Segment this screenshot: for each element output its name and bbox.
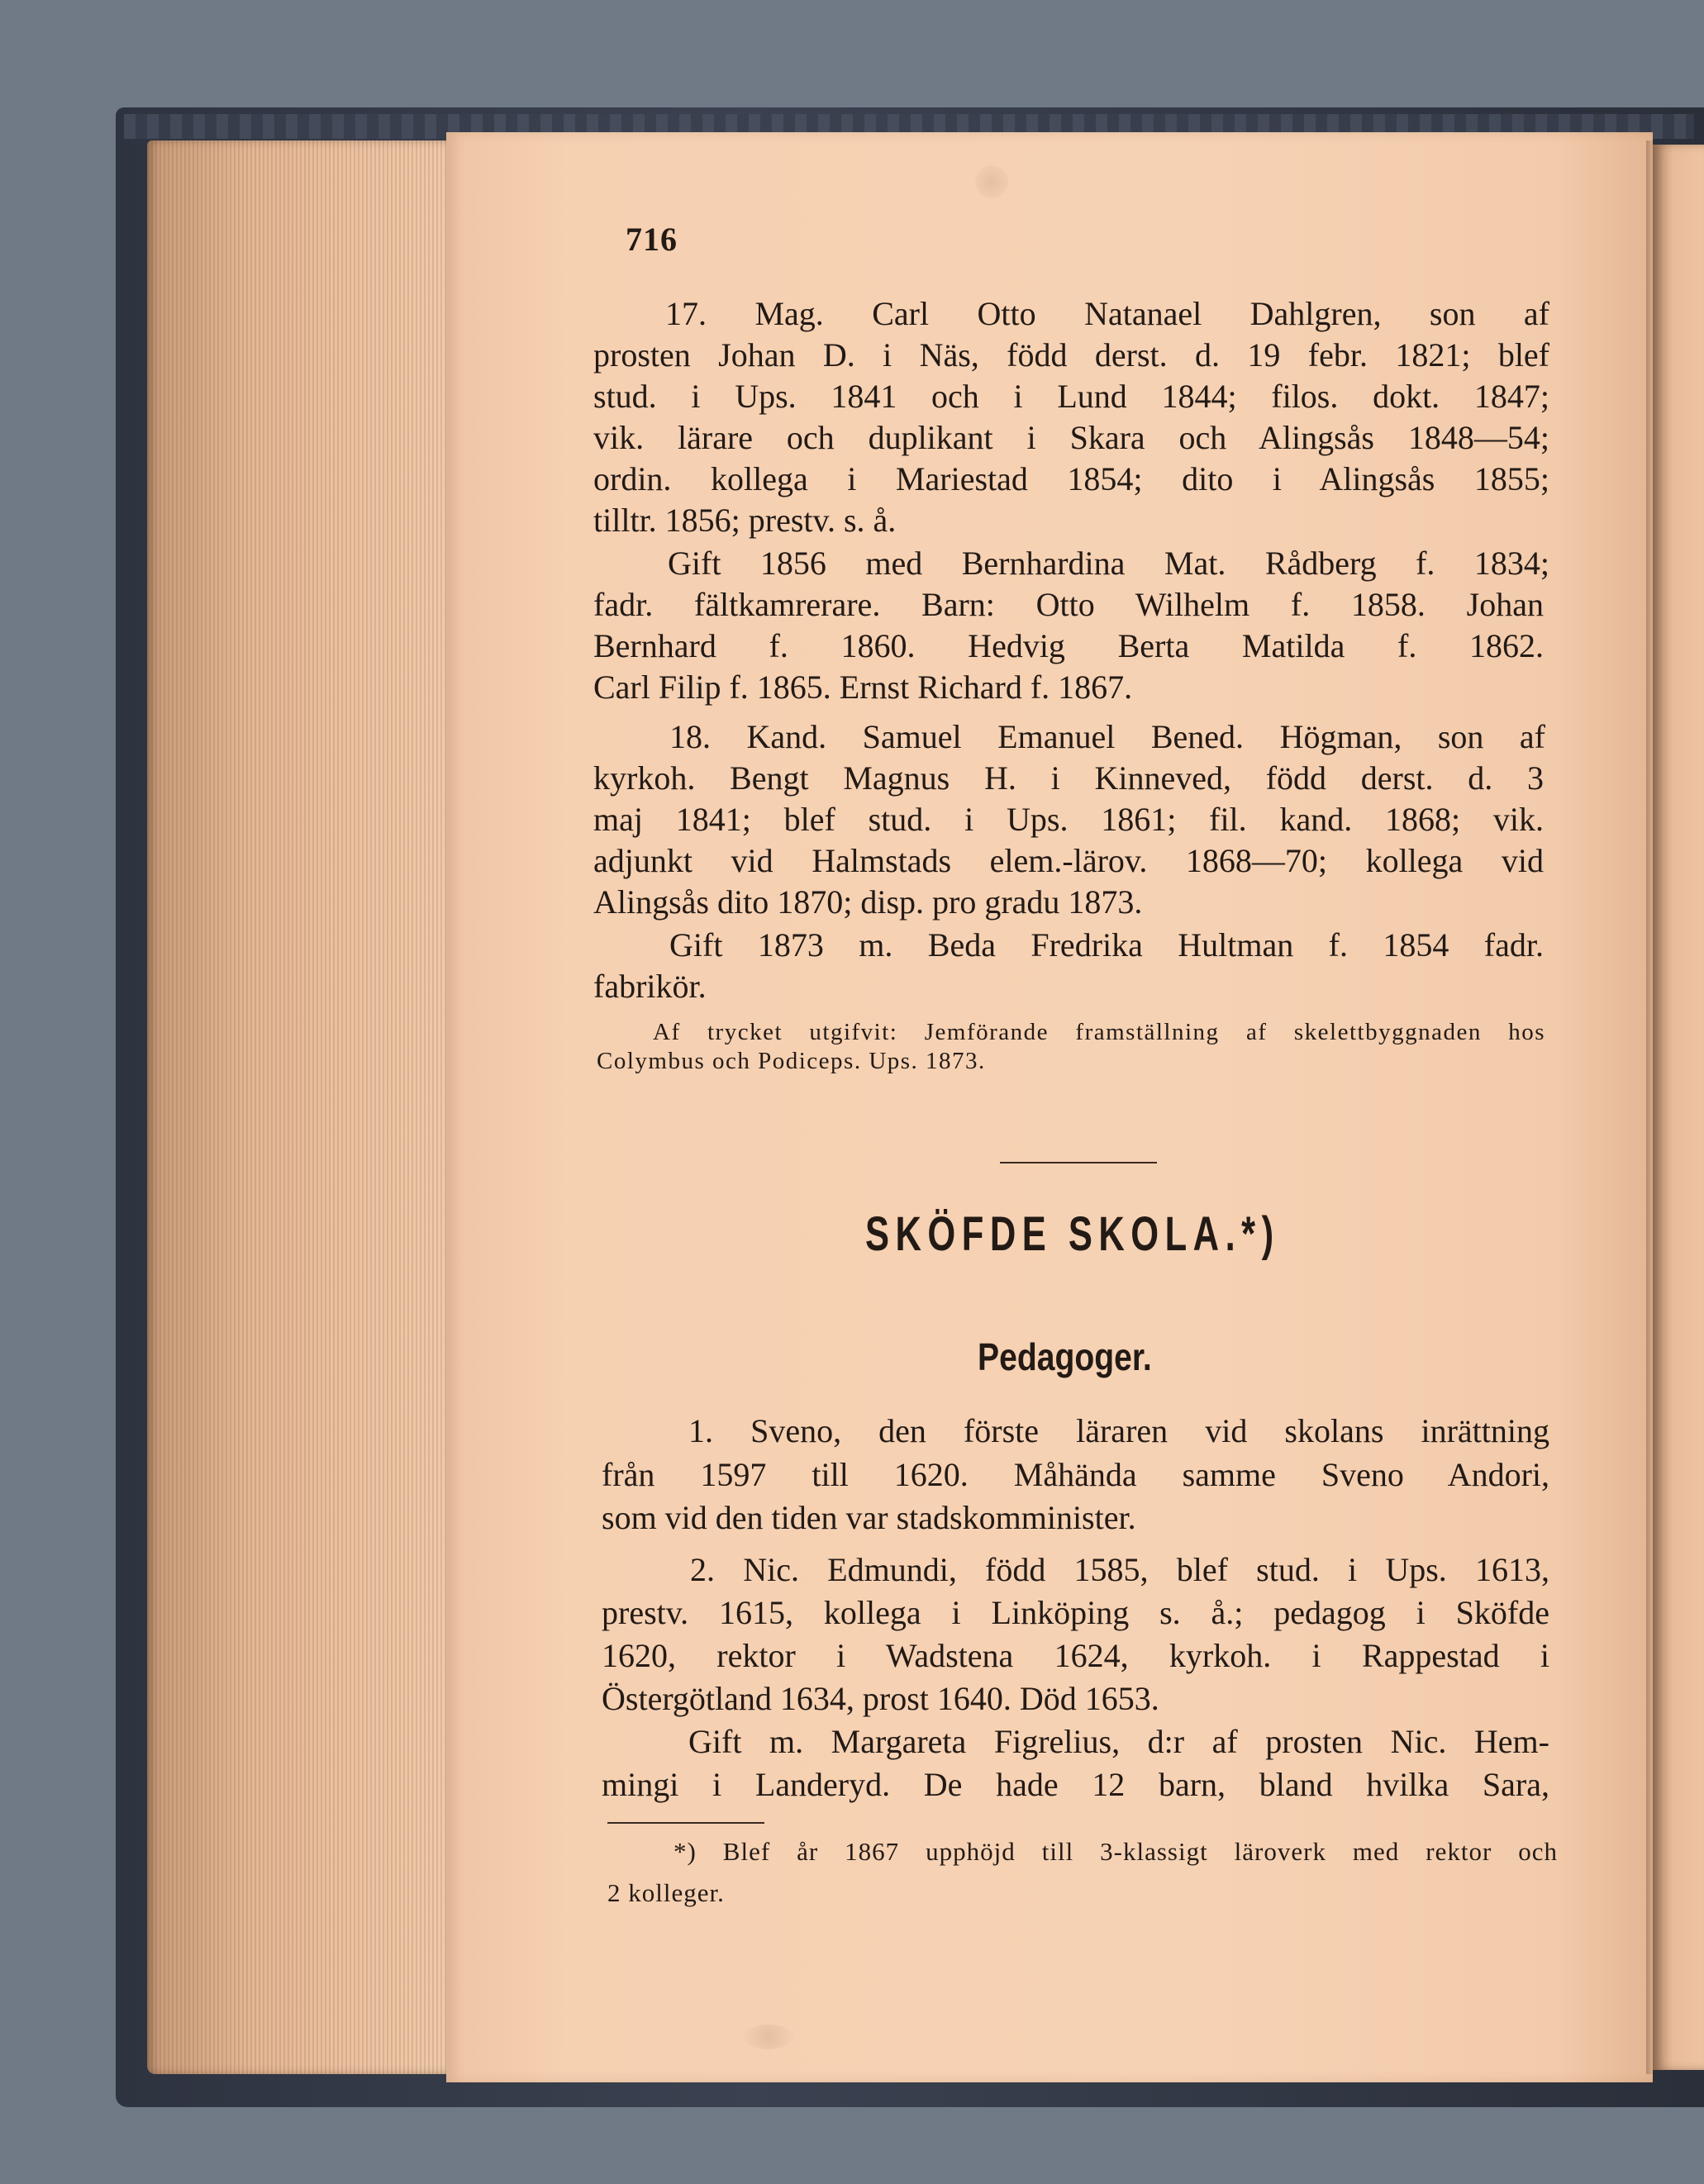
gutter-shadow — [1646, 140, 1654, 2074]
footnote-line: 2 kolleger. — [607, 1878, 725, 1907]
footnote-line: *) Blef år 1867 upphöjd till 3-klassigt läroverk med rektor och — [674, 1837, 1558, 1866]
footnote-rule — [607, 1822, 764, 1824]
entry-18-line: fabrikör. — [593, 968, 707, 1005]
entry-17-line: Gift 1856 med Bernhardina Mat. Rådberg f. 1834; — [668, 545, 1549, 582]
entry-17-line: Carl Filip f. 1865. Ernst Richard f. 1867. — [593, 669, 1133, 706]
facing-page-edge — [1653, 145, 1704, 2070]
entry-17-line: prosten Johan D. i Näs, född derst. d. 19 febr. 1821; blef — [593, 336, 1549, 374]
page-edges-stack — [147, 140, 449, 2074]
entry-18-line: Alingsås dito 1870; disp. pro gradu 1873. — [593, 883, 1143, 921]
pedagog-line: prestv. 1615, kollega i Linköping s. å.; pedagog i Sköfde — [602, 1594, 1549, 1631]
section-divider — [1000, 1162, 1157, 1163]
section-title: SKÖFDE SKOLA.*) — [865, 1207, 1280, 1261]
publication-note: Colymbus och Podiceps. Ups. 1873. — [597, 1048, 986, 1074]
pedagog-line: Östergötland 1634, prost 1640. Död 1653. — [602, 1680, 1159, 1717]
pedagog-line: från 1597 till 1620. Måhända samme Sveno Andori, — [602, 1456, 1549, 1493]
entry-17-line: ordin. kollega i Mariestad 1854; dito i Alingsås 1855; — [593, 460, 1549, 497]
entry-18-line: maj 1841; blef stud. i Ups. 1861; fil. kand. 1868; vik. — [593, 801, 1544, 838]
pedagog-line: 1. Sveno, den förste läraren vid skolans inrättning — [688, 1412, 1549, 1449]
pedagog-line: mingi i Landeryd. De hade 12 barn, bland hvilka Sara, — [602, 1766, 1549, 1803]
publication-note: Af trycket utgifvit: Jemförande framställning af skelettbyggnaden hos — [653, 1019, 1545, 1045]
entry-18-line: Gift 1873 m. Beda Fredrika Hultman f. 1854 fadr. — [669, 926, 1544, 964]
entry-18-line: kyrkoh. Bengt Magnus H. i Kinneved, född derst. d. 3 — [593, 759, 1544, 797]
entry-18-line: 18. Kand. Samuel Emanuel Bened. Högman, son af — [669, 718, 1545, 755]
entry-17-line: fadr. fältkamrerare. Barn: Otto Wilhelm f. 1858. Johan — [593, 586, 1544, 623]
entry-17-line: 17. Mag. Carl Otto Natanael Dahlgren, son af — [665, 295, 1549, 332]
entry-18-line: adjunkt vid Halmstads elem.-lärov. 1868—70; kollega vid — [593, 842, 1544, 879]
entry-17-line: vik. lärare och duplikant i Skara och Alingsås 1848—54; — [593, 419, 1549, 456]
pedagog-line: som vid den tiden var stadskomminister. — [602, 1499, 1136, 1536]
entry-17-line: tilltr. 1856; prestv. s. å. — [593, 502, 897, 539]
pedagog-line: Gift m. Margareta Figrelius, d:r af prosten Nic. Hem- — [688, 1723, 1549, 1760]
entry-17-line: stud. i Ups. 1841 och i Lund 1844; filos. dokt. 1847; — [593, 378, 1549, 415]
entry-17-line: Bernhard f. 1860. Hedvig Berta Matilda f. 1862. — [593, 627, 1544, 664]
subheading: Pedagoger. — [978, 1335, 1152, 1378]
paper-stain — [744, 2025, 793, 2049]
page-number: 716 — [626, 221, 678, 258]
pedagog-line: 1620, rektor i Wadstena 1624, kyrkoh. i Rappestad i — [602, 1637, 1549, 1674]
paper-stain — [975, 165, 1008, 198]
pedagog-line: 2. Nic. Edmundi, född 1585, blef stud. i Ups. 1613, — [690, 1551, 1549, 1588]
